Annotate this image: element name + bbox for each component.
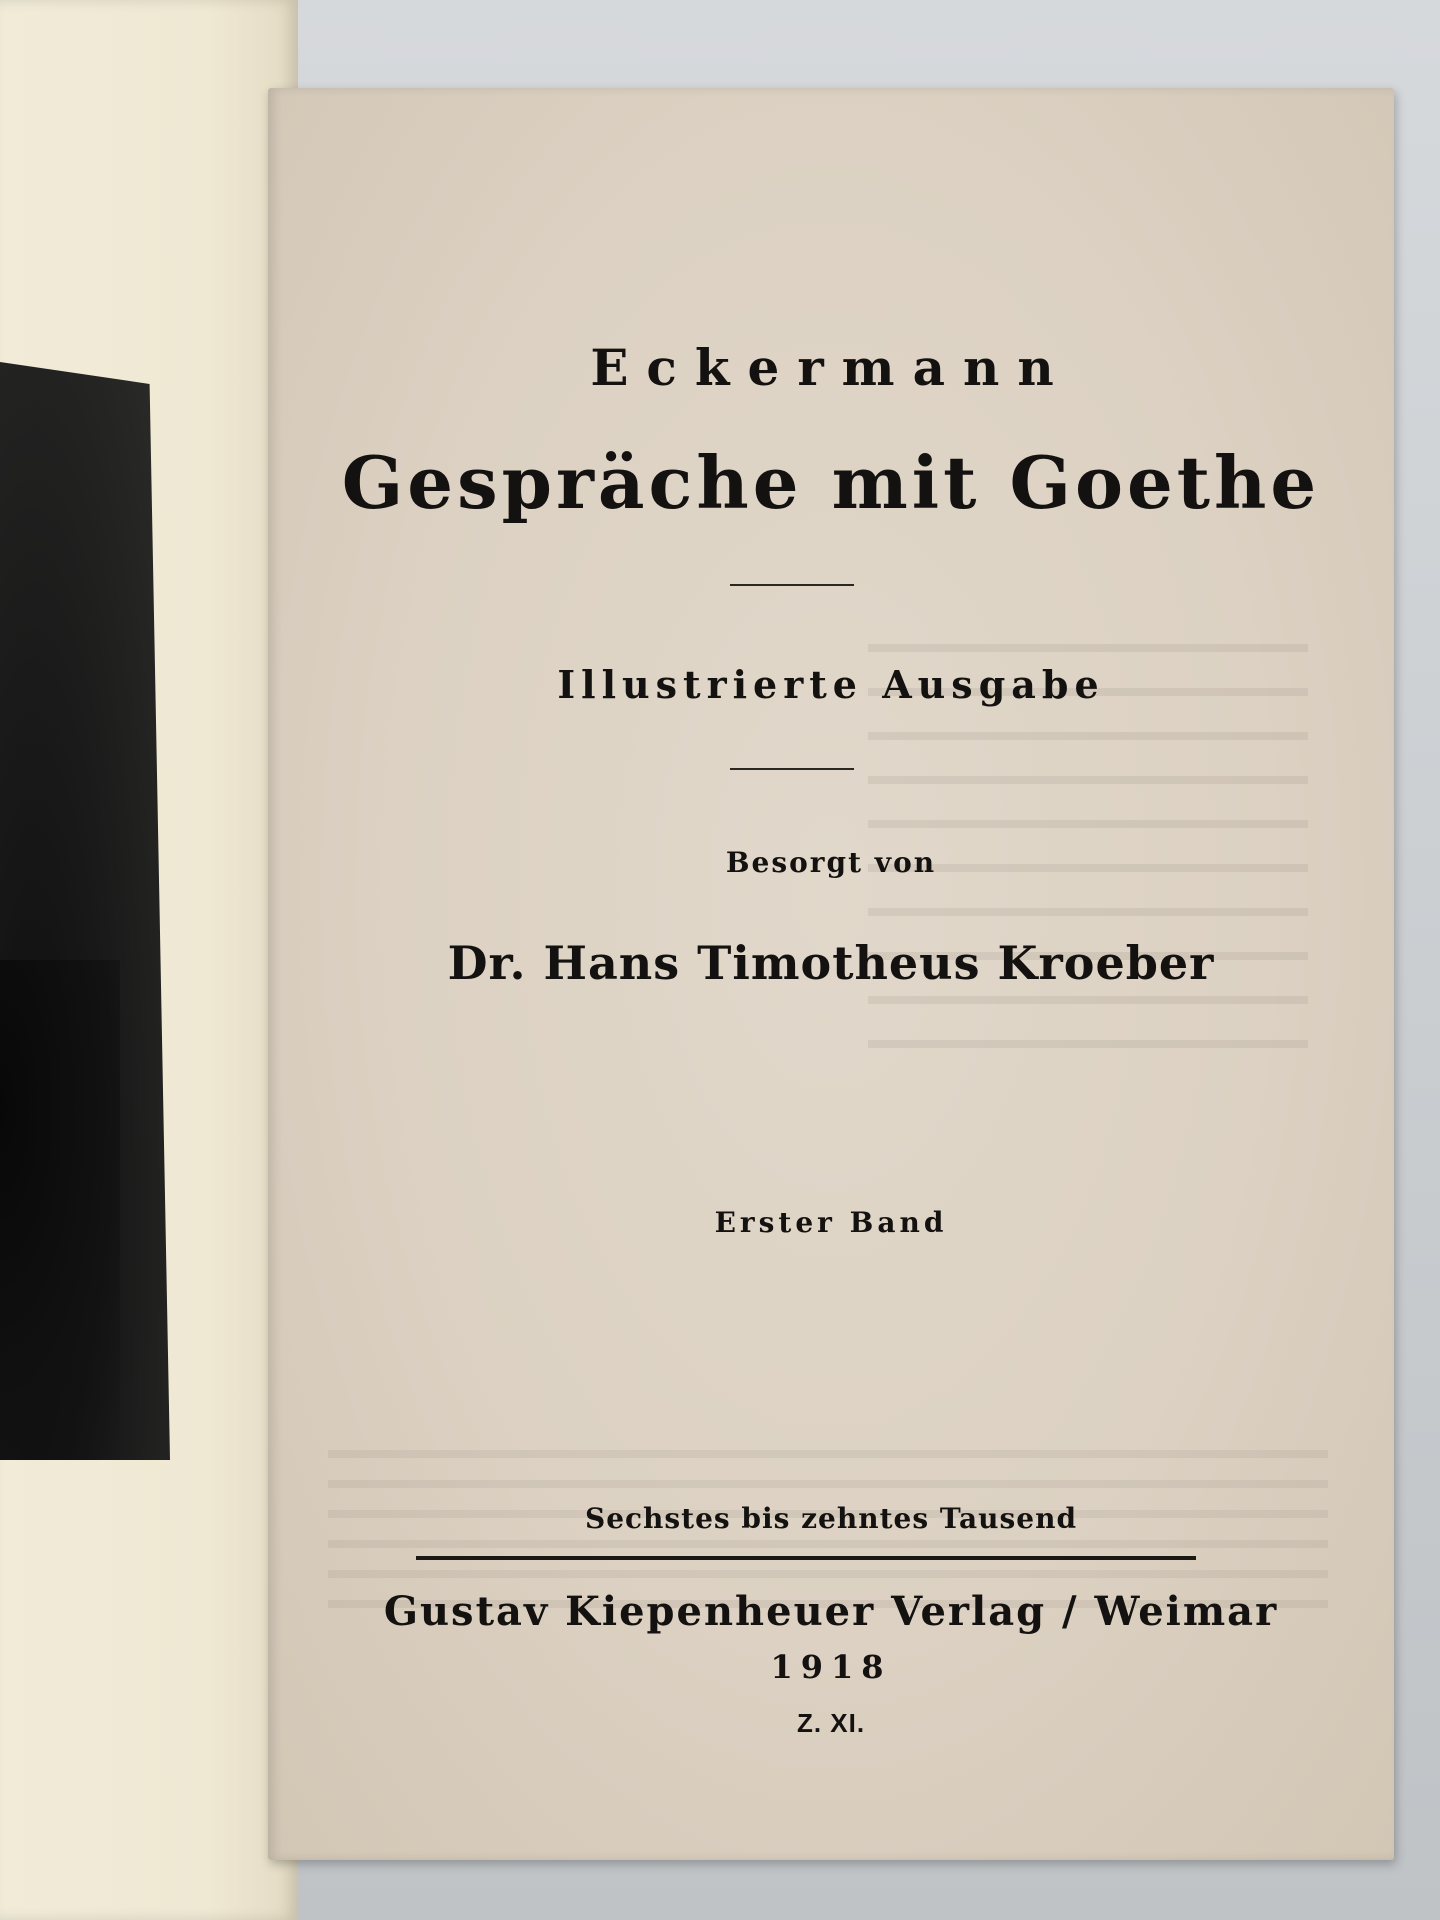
divider-rule [730,584,854,586]
printing-note: Sechstes bis zehntes Tausend [584,1502,1078,1535]
catalog-code: Z. XI. [796,1708,866,1738]
edited-by-label: Besorgt von [725,846,937,879]
publisher-rule [416,1556,1196,1560]
author-name: Eckermann [590,338,1072,397]
left-facing-page [0,0,298,1920]
publication-year: 1918 [770,1648,892,1686]
divider-rule [730,768,854,770]
volume-label: Erster Band [714,1206,948,1239]
book-title: Gespräche mit Goethe [341,440,1321,525]
frontispiece-figure-shadow [0,960,120,1460]
edition-line: Illustrierte Ausgabe [557,662,1105,707]
publisher-line: Gustav Kiepenheuer Verlag / Weimar [383,1588,1279,1635]
editor-name: Dr. Hans Timotheus Kroeber [447,936,1215,990]
title-page [268,88,1394,1860]
